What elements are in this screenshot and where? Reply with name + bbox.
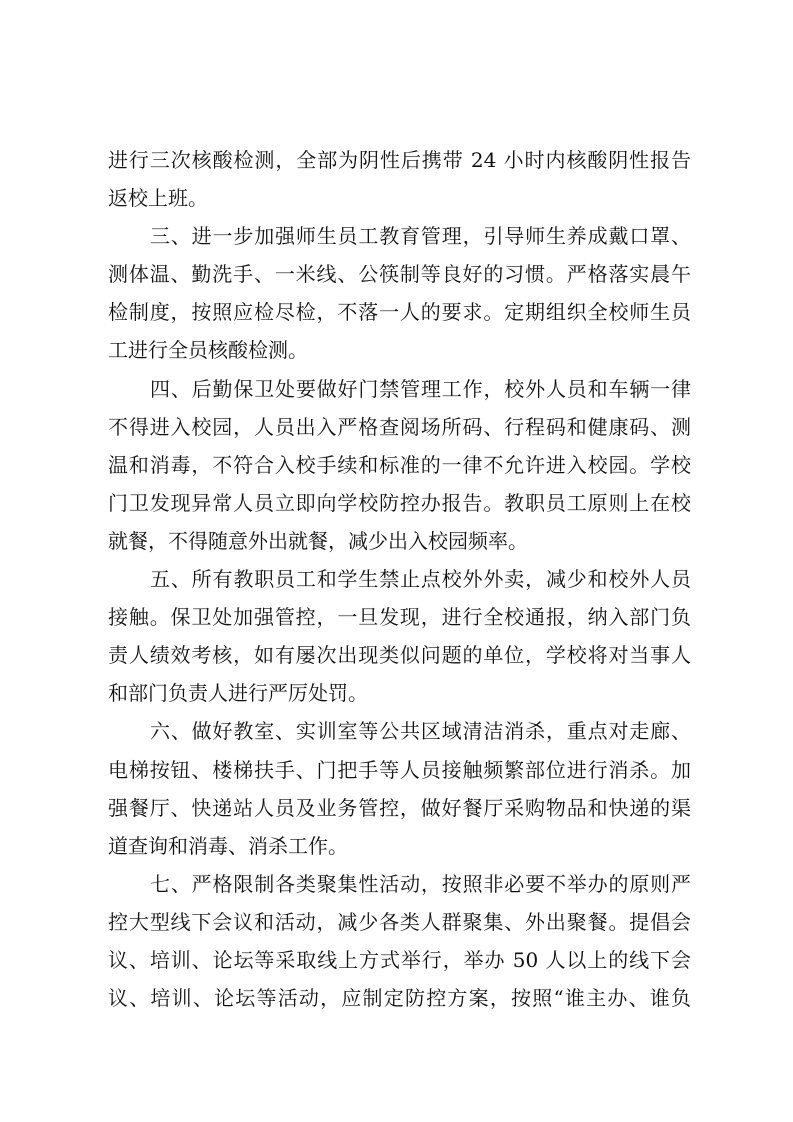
text-line: 六、做好教室、实训室等公共区域清洁消杀，重点对走廊、 — [150, 719, 691, 744]
text-line: 和部门负责人进行严厉处罚。 — [108, 681, 368, 706]
text-line: 不得进入校园，人员出入严格查阅场所码、行程码和健康码、测 — [108, 414, 691, 439]
text-line: 返校上班。 — [108, 186, 208, 211]
text-line: 三、进一步加强师生员工教育管理，引导师生养成戴口罩、 — [150, 224, 691, 249]
text-line: 四、后勤保卫处要做好门禁管理工作，校外人员和车辆一律 — [150, 376, 691, 401]
text-line: 议、培训、论坛等活动，应制定防控方案，按照“谁主办、谁负 — [108, 986, 691, 1011]
text-line: 道查询和消毒、消杀工作。 — [108, 833, 348, 858]
text-line: 电梯按钮、楼梯扶手、门把手等人员接触频繁部位进行消杀。加 — [108, 757, 691, 782]
text-line: 控大型线下会议和活动，减少各类人群聚集、外出聚餐。提倡会 — [108, 909, 691, 934]
text-line: 进行三次核酸检测，全部为阴性后携带 24 小时内核酸阴性报告 — [108, 148, 691, 172]
text-line: 检制度，按照应检尽检，不落一人的要求。定期组织全校师生员 — [108, 300, 691, 325]
text-line: 工进行全员核酸检测。 — [108, 338, 308, 363]
text-line: 温和消毒，不符合入校手续和标准的一律不允许进入校园。学校 — [108, 452, 691, 477]
text-line: 七、严格限制各类聚集性活动，按照非必要不举办的原则严 — [150, 871, 691, 896]
text-line: 议、培训、论坛等采取线上方式举行，举办 50 人以上的线下会 — [108, 947, 691, 972]
text-line: 五、所有教职员工和学生禁止点校外外卖，减少和校外人员 — [150, 567, 691, 592]
text-line: 责人绩效考核，如有屡次出现类似问题的单位，学校将对当事人 — [108, 643, 691, 668]
document-page — [108, 141, 691, 1017]
text-line: 测体温、勤洗手、一米线、公筷制等良好的习惯。严格落实晨午 — [108, 262, 691, 287]
text-line: 接触。保卫处加强管控，一旦发现，进行全校通报，纳入部门负 — [108, 605, 691, 630]
text-line: 就餐，不得随意外出就餐，减少出入校园频率。 — [108, 528, 528, 553]
text-line: 门卫发现异常人员立即向学校防控办报告。教职员工原则上在校 — [108, 490, 691, 515]
text-line: 强餐厅、快递站人员及业务管控，做好餐厅采购物品和快递的渠 — [108, 795, 691, 820]
